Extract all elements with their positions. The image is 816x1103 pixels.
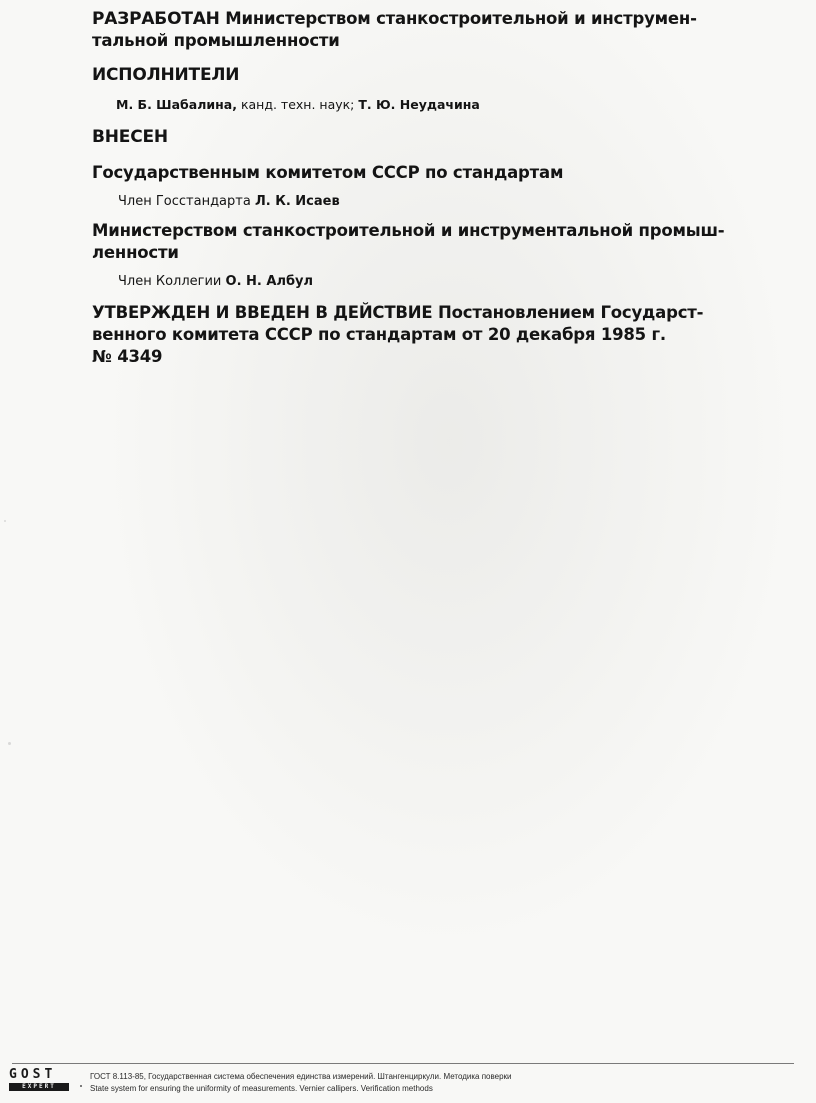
committee-member bbox=[118, 192, 782, 212]
footer-line-ru: ГОСТ 8.113-85, Государственная система обеспечения единства измерений. Штангенциркули. Методика поверки bbox=[90, 1072, 512, 1081]
performers-heading bbox=[92, 64, 782, 86]
developed-label: РАЗРАБОТАН bbox=[92, 9, 220, 29]
developed-text-line1: Министерством станкостроительной и инструмен- bbox=[225, 9, 697, 28]
performers-list bbox=[116, 96, 782, 114]
introduced-label: ВНЕСЕН bbox=[92, 127, 168, 147]
developed-text-line2: тальной промышленности bbox=[92, 31, 340, 50]
approved-line2-row bbox=[92, 324, 782, 346]
scan-speck bbox=[8, 742, 11, 745]
logo-top-text: GOST bbox=[9, 1067, 57, 1082]
document-content bbox=[92, 8, 782, 368]
footer-caption bbox=[90, 1071, 512, 1095]
approved-line1-row bbox=[92, 302, 782, 324]
gost-expert-logo bbox=[9, 1068, 73, 1094]
approved-label: УТВЕРЖДЕН И ВВЕДЕН В ДЕЙСТВИЕ bbox=[92, 303, 433, 322]
committee-member-prefix: Член Госстандарта bbox=[118, 194, 251, 209]
footer-bullet bbox=[80, 1085, 82, 1087]
footer-divider bbox=[12, 1063, 794, 1064]
committee-line bbox=[92, 162, 782, 184]
approved-text-line3: № 4349 bbox=[92, 347, 163, 366]
committee-member-name: Л. К. Исаев bbox=[254, 194, 340, 209]
footer-line-en: State system for ensuring the uniformity of measurements. Vernier callipers. Verification methods bbox=[90, 1084, 433, 1093]
logo-bottom-text: EXPERT bbox=[9, 1083, 69, 1091]
developed-text-line2-row bbox=[92, 30, 782, 52]
scan-speck bbox=[4, 520, 6, 522]
author2-name: Т. Ю. Неудачина bbox=[358, 97, 480, 112]
ministry-member-name: О. Н. Албул bbox=[225, 274, 314, 289]
ministry-line1-row bbox=[92, 220, 782, 242]
committee-name: Государственным комитетом СССР по стандартам bbox=[92, 163, 564, 182]
ministry-member bbox=[118, 272, 782, 292]
approved-line3-row bbox=[92, 346, 782, 368]
author1-title: канд. техн. наук; bbox=[240, 97, 355, 112]
approved-text-line2: венного комитета СССР по стандартам от 20 декабря 1985 г. bbox=[92, 325, 666, 344]
developed-paragraph bbox=[92, 8, 782, 30]
ministry-member-prefix: Член Коллегии bbox=[118, 274, 222, 289]
ministry-line2-row bbox=[92, 242, 782, 264]
ministry-line1: Министерством станкостроительной и инструментальной промыш- bbox=[92, 221, 725, 240]
ministry-line2: ленности bbox=[92, 243, 179, 262]
author1-name: М. Б. Шабалина, bbox=[116, 97, 237, 112]
introduced-heading bbox=[92, 126, 782, 148]
approved-text-line1: Постановлением Государст- bbox=[438, 303, 704, 322]
performers-label: ИСПОЛНИТЕЛИ bbox=[92, 65, 240, 85]
